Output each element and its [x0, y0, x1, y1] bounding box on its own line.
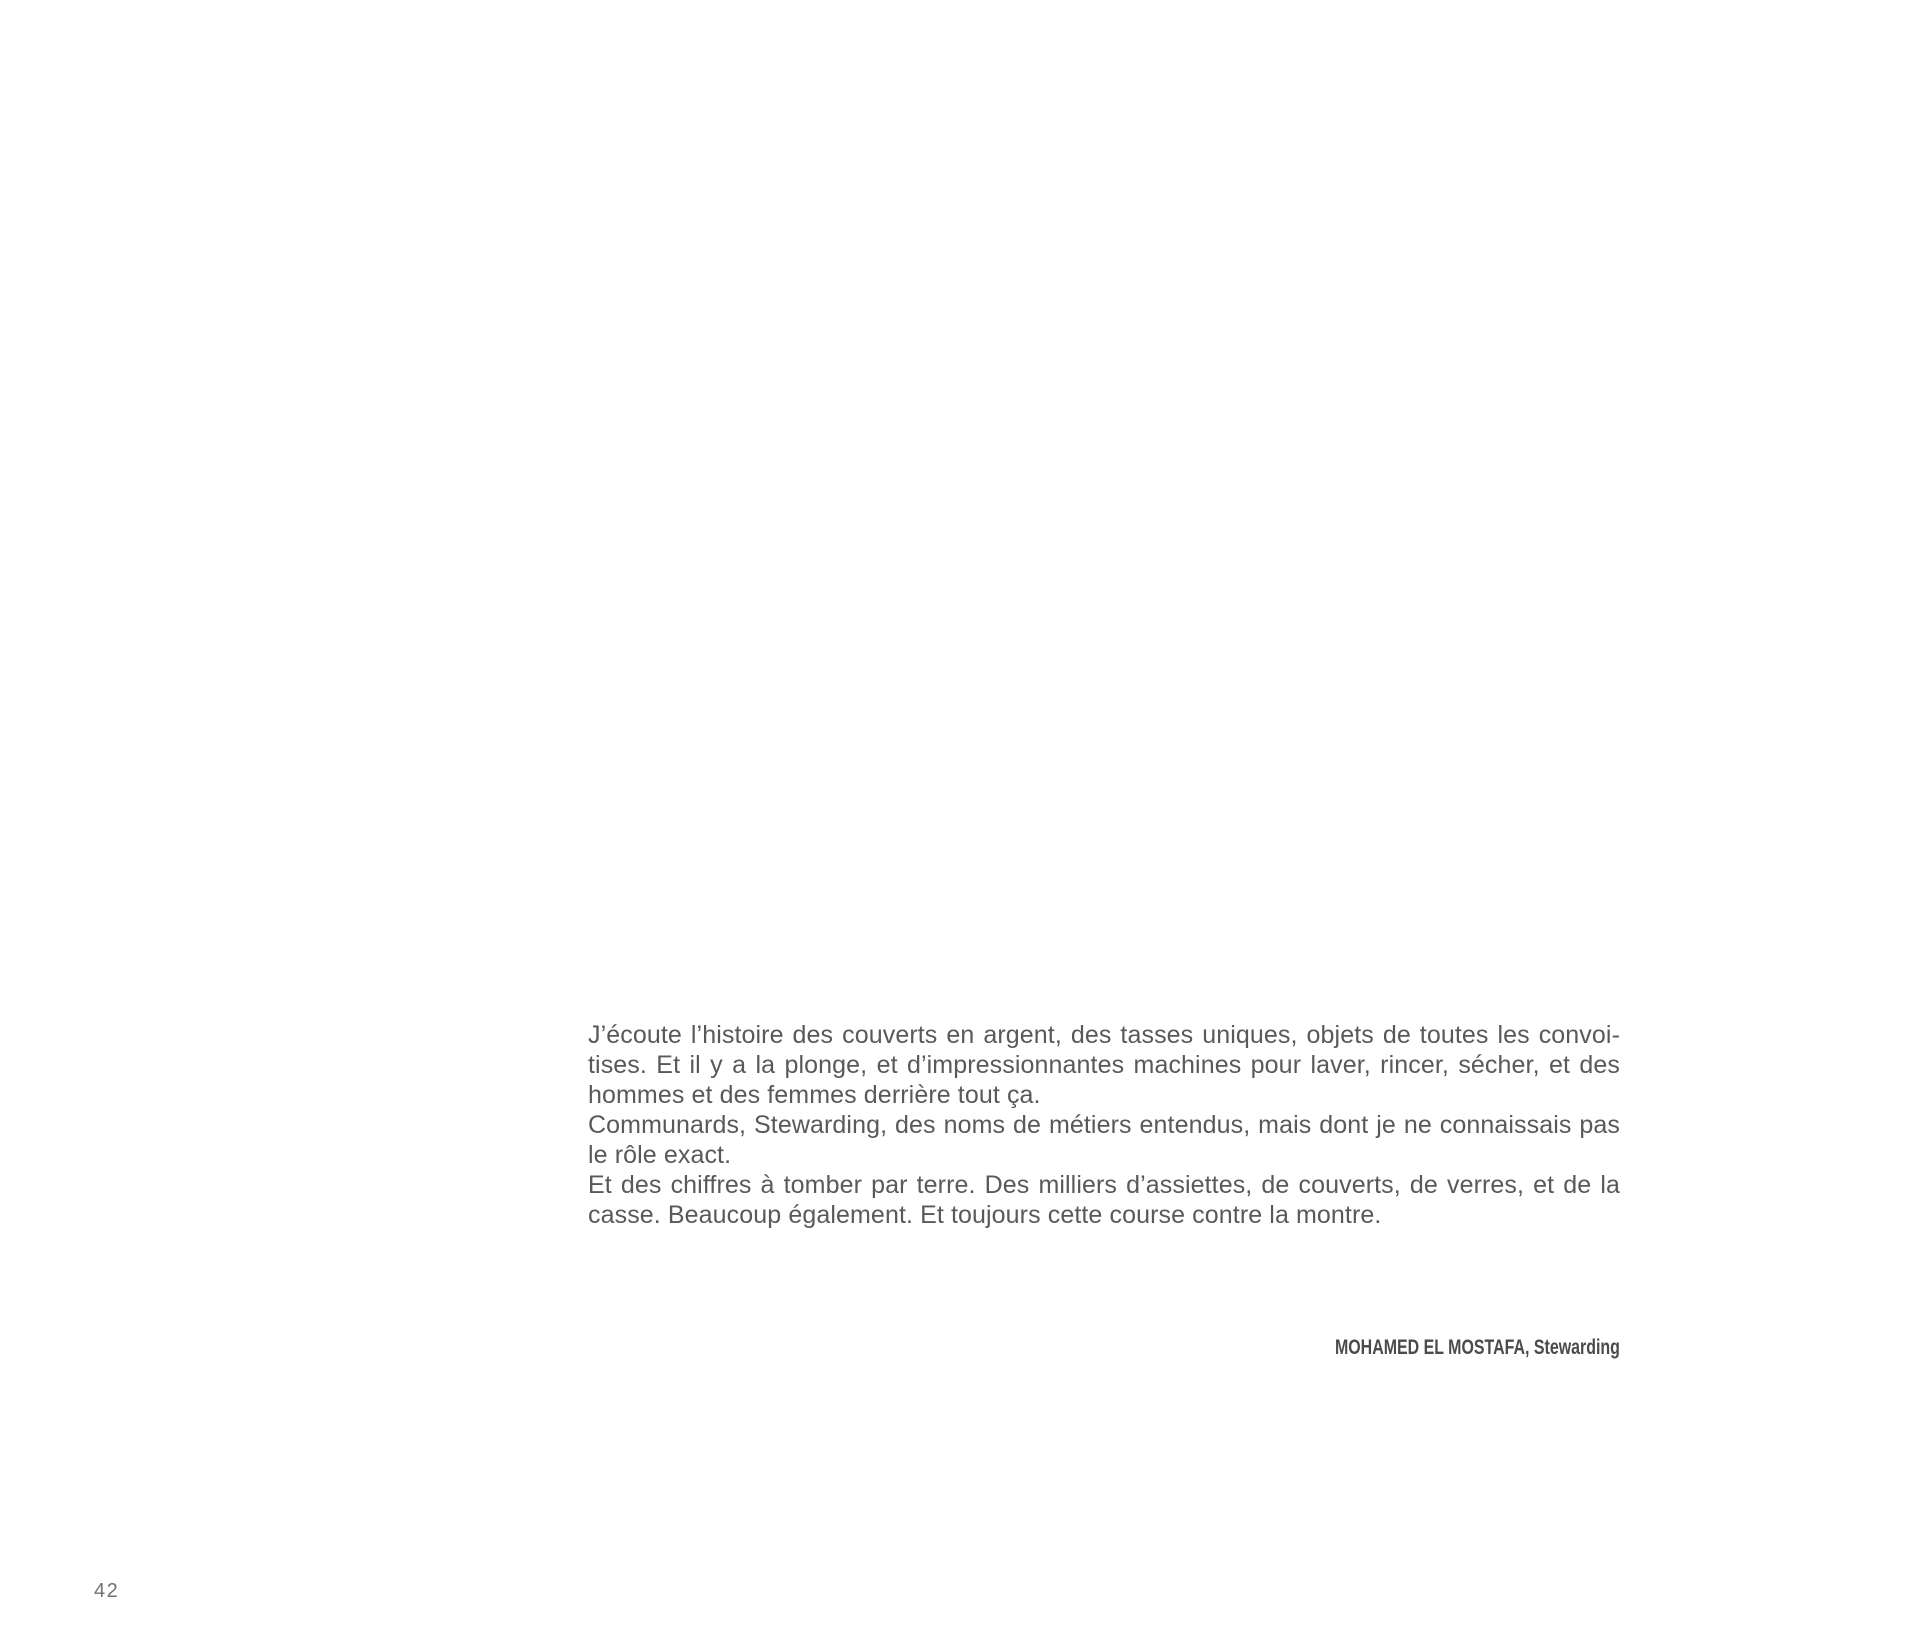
- page-number: 42: [94, 1580, 120, 1602]
- quote-attribution: [1245, 1336, 1620, 1360]
- quote-line: le rôle exact.: [588, 1141, 732, 1169]
- quote-block: [588, 1020, 1620, 1230]
- quote-line: hommes et des femmes derrière tout ça.: [588, 1081, 1041, 1109]
- quote-line: tises. Et il y a la plonge, et d’impressionnantes machines pour laver, rincer, sécher, et des: [588, 1051, 1620, 1079]
- quote-line: Communards, Stewarding, des noms de métiers entendus, mais dont je ne connaissais pas: [588, 1111, 1620, 1139]
- quote-line: casse. Beaucoup également. Et toujours cette course contre la montre.: [588, 1201, 1382, 1229]
- quote-line: Et des chiffres à tomber par terre. Des milliers d’assiettes, de couverts, de verres, et de la: [588, 1171, 1620, 1199]
- quote-line: J’écoute l’histoire des couverts en argent, des tasses uniques, objets de toutes les convoi-: [588, 1021, 1620, 1049]
- attribution-text: MOHAMED EL MOSTAFA, Stewarding: [1335, 1336, 1620, 1359]
